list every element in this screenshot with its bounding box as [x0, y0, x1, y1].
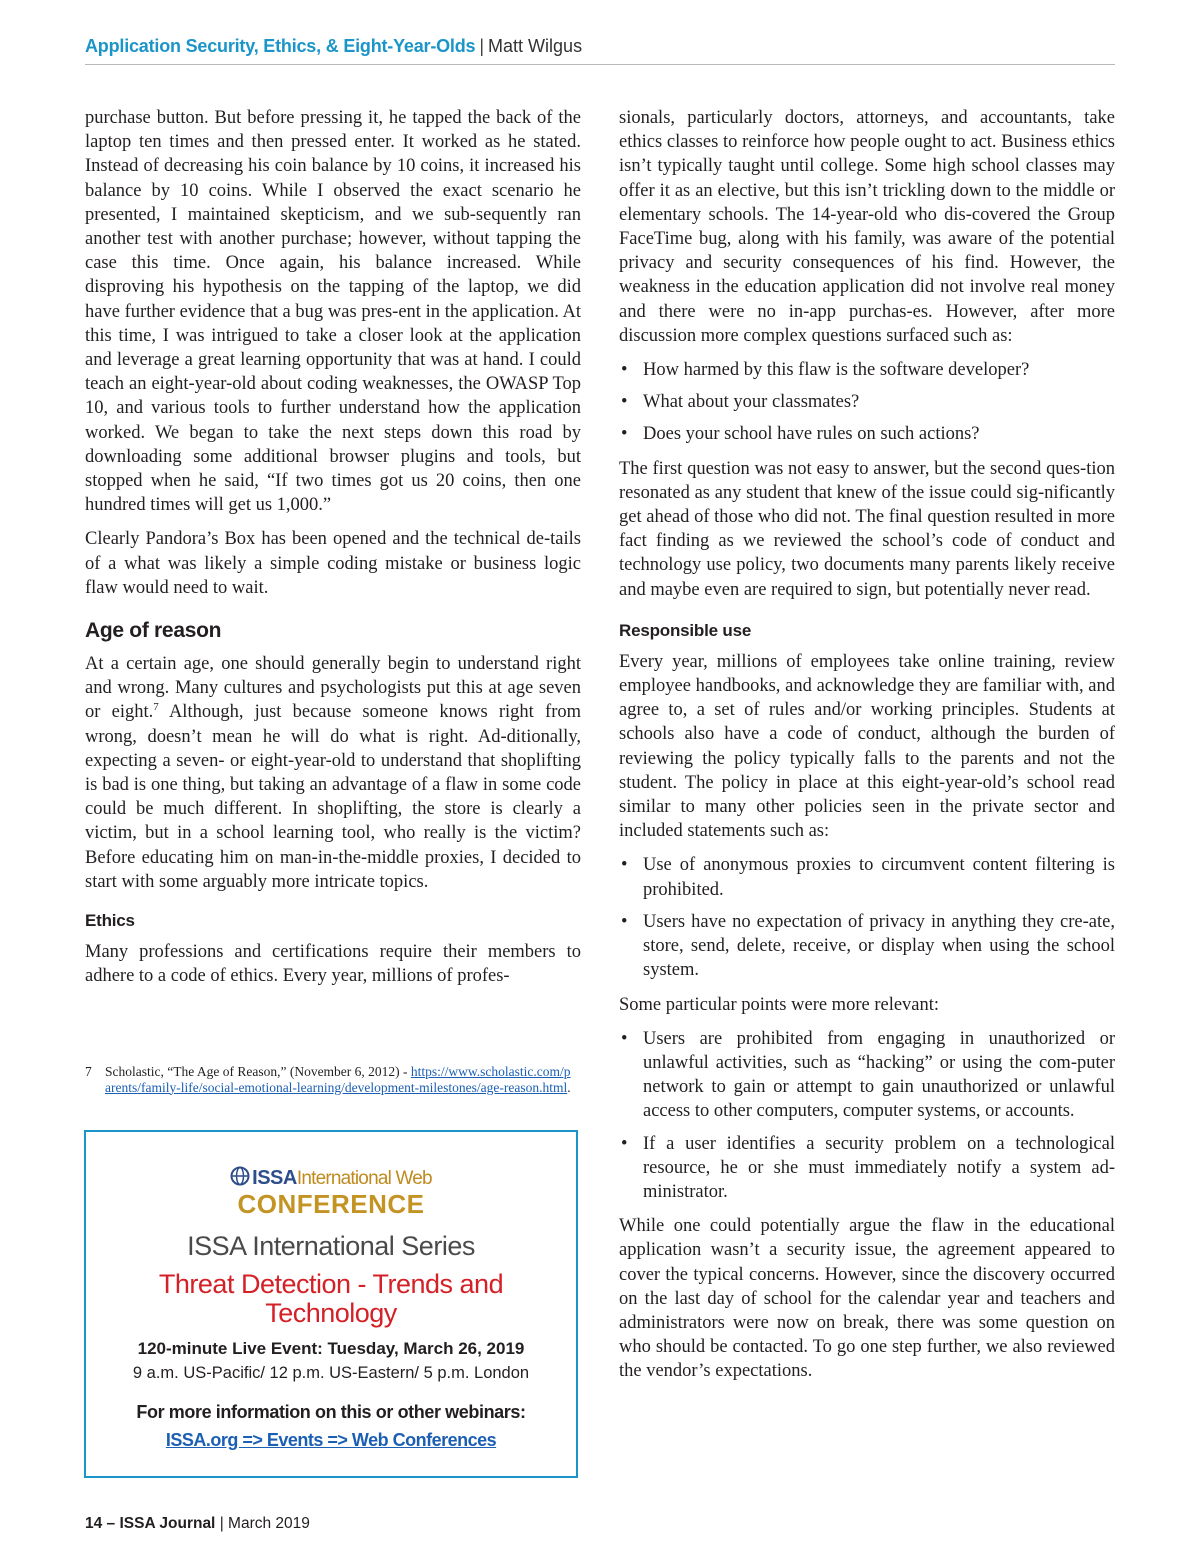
ad-web-conferences-link[interactable]: ISSA.org => Events => Web Conferences: [165, 1430, 497, 1450]
footnote-number: 7: [85, 1064, 92, 1079]
ad-event-date: 120-minute Live Event: Tuesday, March 26, 2019: [137, 1339, 525, 1358]
paragraph-purchase: purchase button. But before pressing it, he tapped the back of the laptop ten times and then pressed enter. It worked as he stated. Instead of decreasing his coin balance by 10 coins, it increased his balance by 10 coins. While I observed the exact scenario he presented, I maintained skepticism, and we sub-sequently ran another test with another purchase; however, without tapping the case this time. Once again, his balance increased. While disproving his hypothesis on the tapping of the laptop, we did have further evidence that a bug was pres-ent in the application. At this time, I was intrigued to take a closer look at the application and leverage a great learning opportunity that was at hand. I could teach an eight-year-old about coding weaknesses, the OWASP Top 10, and various tools to further understand how the application worked. We began to take the next steps down this road by downloading some additional browser plugins and tools, but stopped when he said, “If two times got us 20 coins, then one hundred times will get us 1,000.”: [85, 108, 581, 516]
footnote-7: [85, 1064, 575, 1095]
list-item-text: Does your school have rules on such actions?: [643, 424, 980, 445]
issa-conference-logo: [86, 1166, 576, 1218]
bullet-marker: •: [621, 360, 628, 381]
footnote-period: .: [567, 1079, 571, 1095]
ad-headline-line-1: Threat Detection - Trends and: [158, 1269, 504, 1299]
paragraph-pandora: Clearly Pandora’s Box has been opened and the technical de-tails of a what was likely a simple coding mistake or business logic flaw would need to wait.: [85, 529, 581, 598]
list-item: [619, 358, 1115, 382]
footer-separator: |: [219, 1515, 224, 1532]
logo-issa: ISSA: [252, 1167, 297, 1189]
list-item: [619, 1132, 1115, 1205]
footnote-citation: Scholastic, “The Age of Reason,” (November 6, 2012) -: [105, 1064, 411, 1079]
list-item-text: If a user identifies a security problem on a technological resource, he or she must immediately notify a system ad-ministrator.: [643, 1133, 1115, 1202]
paragraph-conclusion: While one could potentially argue the flaw in the educational application wasn’t a security issue, the agreement appeared to cover the typical concerns. However, since the discovery occurred on the last day of school for the calendar year and teachers and administrators were now on break, there was some question on who should be contacted. To go one step further, we also reviewed the vendor’s expectations.: [619, 1216, 1115, 1382]
logo-international-web: International Web: [296, 1168, 432, 1189]
logo-line-1: [86, 1166, 576, 1190]
page-footer: [85, 1514, 310, 1534]
conference-ad: [84, 1130, 578, 1478]
age-text-b: Although, just because someone knows right from wrong, doesn’t mean he will do what is right. Ad-ditionally, expecting a seven- or eight-year-old to understand that shoplifting is bad is one thing, but taking an advantage of a flaw in some code could be much different. In shoplifting, the store is clearly a victim, but in a school learning tool, who really is the victim? Before educating him on man-in-the-middle proxies, I decided to start with some arguably more intricate topics.: [85, 702, 581, 892]
age-text-a: At a certain age, one should generally begin to understand right and wrong. Many cultures and psychologists put this at age seven or eight.: [85, 654, 581, 723]
running-header: [85, 34, 1115, 65]
list-item: [619, 390, 1115, 414]
bullet-marker: •: [621, 911, 628, 932]
bullet-marker: •: [621, 392, 628, 413]
logo-conference: CONFERENCE: [237, 1189, 425, 1219]
paragraph-responsible-use: Every year, millions of employees take online training, review employee handbooks, and acknowledge they are familiar with, and agree to, a set of rules and/or working principles. Students at schools also have a code of conduct, although the burden of reviewing the policy typically falls to the parents and not the student. The policy in place at this eight-year-old’s school read similar to many other policies seen in the private sector and included statements such as:: [619, 651, 1115, 842]
paragraph-professions: sionals, particularly doctors, attorneys, and accountants, take ethics classes to reinforce how people ought to act. Business ethics isn’t typically taught until college. Some high school classes may offer it as an elective, but this isn’t trickling down to the middle or elementary schools. The 14-year-old who dis-covered the Group FaceTime bug, along with his family, was aware of the potential privacy and security consequences of his find. However, the weakness in the education application did not involve real money and there were no in-app purchas-es. However, after more discussion more complex questions surfaced such as:: [619, 108, 1115, 346]
list-item-text: Use of anonymous proxies to circumvent content filtering is prohibited.: [643, 855, 1115, 900]
globe-icon: [230, 1166, 250, 1186]
ad-headline-line-2: Technology: [265, 1298, 397, 1328]
footer-page-journal: 14 – ISSA Journal: [85, 1515, 216, 1532]
relevant-points-list: [619, 1027, 1115, 1204]
list-item: [619, 853, 1115, 901]
ad-headline: [86, 1270, 576, 1328]
list-item-text: Users have no expectation of privacy in anything they cre-ate, store, send, delete, receive, or display when using the school system.: [643, 911, 1115, 981]
paragraph-ethics: Many professions and certifications require their members to adhere to a code of ethics. Every year, millions of profes-: [85, 942, 581, 987]
right-column: [619, 106, 1115, 1384]
ad-series-title: ISSA International Series: [187, 1231, 475, 1261]
header-article-title: Application Security, Ethics, & Eight-Year-Olds: [85, 36, 476, 56]
bullet-marker: •: [621, 855, 628, 876]
list-item-text: Users are prohibited from engaging in unauthorized or unlawful activities, such as “hacking” or using the com-puter network to gain or attempt to gain unauthorized or unlawful access to other computers, computer systems, or accounts.: [643, 1028, 1115, 1122]
paragraph-age-of-reason: [85, 652, 581, 894]
bullet-marker: •: [621, 1133, 628, 1154]
list-item-text: How harmed by this flaw is the software developer?: [643, 360, 1030, 381]
paragraph-relevant-points: Some particular points were more relevant:: [619, 994, 940, 1015]
footnote-ref-7[interactable]: 7: [153, 701, 159, 714]
bullet-marker: •: [621, 424, 628, 445]
list-item: [619, 910, 1115, 983]
list-item: [619, 422, 1115, 446]
ad-more-info: For more information on this or other webinars:: [136, 1402, 526, 1422]
footnote-link[interactable]: https://www.scholastic.com/parents/family-life/social-emotional-learning/development-milestones/age-reason.html: [105, 1064, 571, 1095]
list-item: [619, 1027, 1115, 1124]
heading-ethics: Ethics: [85, 911, 135, 931]
questions-list: [619, 358, 1115, 447]
left-column: [85, 106, 581, 989]
policy-statements-list: [619, 853, 1115, 982]
list-item-text: What about your classmates?: [643, 392, 860, 413]
header-separator: |: [479, 36, 485, 56]
footnote-text: [105, 1064, 575, 1095]
heading-age-of-reason: Age of reason: [85, 619, 222, 643]
heading-responsible-use: Responsible use: [619, 620, 752, 640]
bullet-marker: •: [621, 1028, 628, 1049]
footer-date: March 2019: [228, 1515, 310, 1532]
header-author: Matt Wilgus: [488, 36, 583, 56]
ad-event-times: 9 a.m. US-Pacific/ 12 p.m. US-Eastern/ 5 p.m. London: [132, 1364, 530, 1382]
paragraph-first-question: The first question was not easy to answer, but the second ques-tion resonated as any student that knew of the issue could sig-nificantly get ahead of those who did not. The final question resulted in more fact finding as we reviewed the school’s code of conduct and technology use policy, two documents many parents likely receive and maybe even are required to sign, but potentially never read.: [619, 458, 1115, 600]
